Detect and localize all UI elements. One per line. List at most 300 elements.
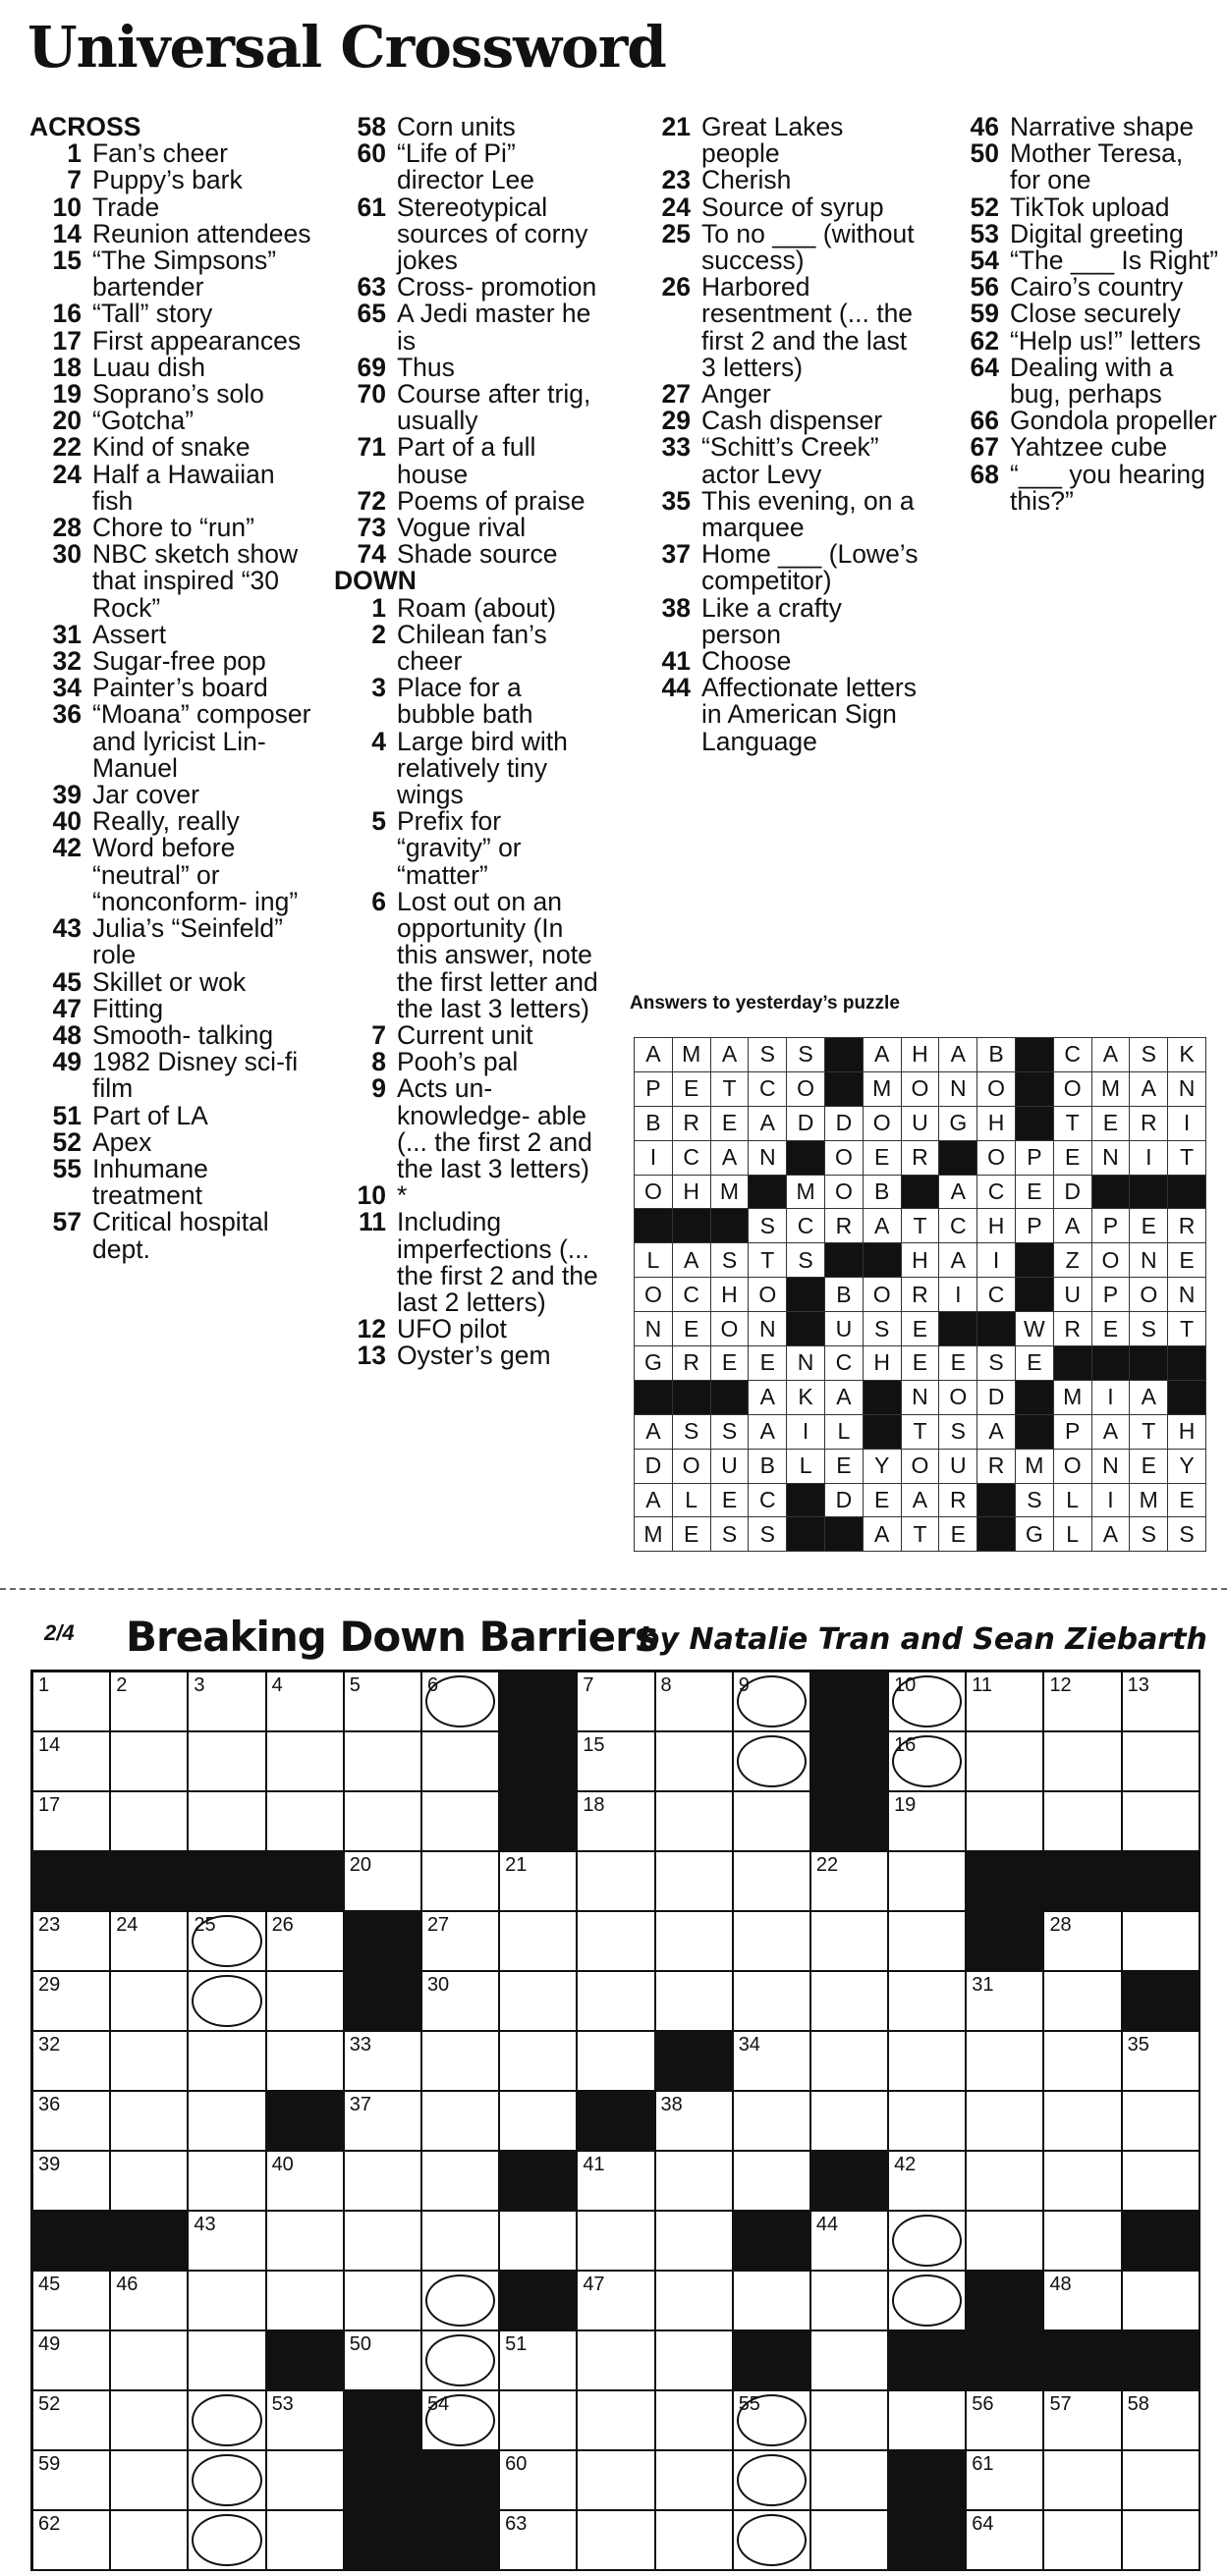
cell-number: 58 (1127, 2393, 1149, 2415)
cell-number: 8 (660, 1674, 672, 1696)
grid-cell[interactable] (1044, 1732, 1122, 1792)
grid-cell[interactable] (33, 1912, 111, 1972)
grid-cell[interactable] (656, 1792, 734, 1852)
answer-letter-cell: A (977, 1415, 1016, 1450)
grid-cell[interactable] (1123, 1672, 1200, 1732)
answer-letter-cell: E (1168, 1243, 1206, 1278)
grid-cell[interactable] (1044, 1972, 1122, 2032)
grid-cell[interactable] (656, 2331, 734, 2391)
grid-cell[interactable] (111, 2092, 189, 2152)
grid-cell[interactable] (656, 1912, 734, 1972)
grid-cell[interactable] (33, 2331, 111, 2391)
clue-text: UFO pilot (397, 1314, 507, 1344)
grid-cell[interactable] (267, 1912, 345, 1972)
grid-cell[interactable] (345, 2092, 422, 2152)
cell-number: 56 (972, 2393, 994, 2415)
grid-cell[interactable] (656, 1672, 734, 1732)
grid-cell[interactable] (734, 2032, 811, 2092)
answer-letter-cell: B (825, 1278, 864, 1312)
grid-cell[interactable] (578, 1672, 655, 1732)
grid-cell[interactable] (1044, 1672, 1122, 1732)
answer-letter-cell: N (1130, 1243, 1168, 1278)
grid-cell[interactable] (1123, 1912, 1200, 1972)
cell-circle-icon (192, 1975, 261, 2027)
grid-cell[interactable] (811, 1912, 889, 1972)
answer-block-cell (864, 1381, 902, 1415)
grid-cell[interactable] (33, 1732, 111, 1792)
grid-cell[interactable] (811, 2272, 889, 2331)
grid-cell[interactable] (967, 2152, 1044, 2212)
grid-cell[interactable] (267, 1792, 345, 1852)
grid-cell[interactable] (189, 1912, 266, 1972)
answer-letter-cell: O (1054, 1072, 1092, 1107)
down-clue-list (332, 592, 602, 1371)
grid-cell[interactable] (811, 2331, 889, 2391)
grid-block-cell (33, 1852, 111, 1912)
cell-number: 3 (194, 1674, 205, 1696)
cell-number: 5 (349, 1674, 361, 1696)
grid-cell[interactable] (189, 2272, 266, 2331)
answer-letter-cell: S (1130, 1038, 1168, 1072)
clue-item (637, 194, 921, 221)
clue-item (637, 114, 921, 167)
grid-cell[interactable] (889, 1972, 967, 2032)
grid-cell[interactable] (578, 2331, 655, 2391)
grid-cell[interactable] (889, 2272, 967, 2331)
grid-cell[interactable] (267, 2152, 345, 2212)
grid-block-cell (889, 2511, 967, 2571)
grid-cell[interactable] (500, 1852, 578, 1912)
grid-cell[interactable] (889, 1792, 967, 1852)
clue-text: Fan’s cheer (92, 138, 228, 169)
grid-cell[interactable] (111, 2032, 189, 2092)
answer-letter-cell: W (1016, 1312, 1054, 1346)
grid-cell[interactable] (422, 2272, 500, 2331)
grid-cell[interactable] (811, 2511, 889, 2571)
grid-block-cell (267, 2092, 345, 2152)
grid-cell[interactable] (500, 2032, 578, 2092)
grid-cell[interactable] (189, 1972, 266, 2032)
grid-cell[interactable] (1044, 2451, 1122, 2511)
grid-cell[interactable] (422, 1852, 500, 1912)
clue-item (945, 140, 1220, 193)
grid-cell[interactable] (422, 2092, 500, 2152)
grid-cell[interactable] (656, 1732, 734, 1792)
grid-cell[interactable] (967, 1732, 1044, 1792)
answer-letter-cell: R (1054, 1312, 1092, 1346)
grid-cell[interactable] (345, 1672, 422, 1732)
grid-block-cell (111, 1852, 189, 1912)
grid-cell[interactable] (111, 1972, 189, 2032)
answer-block-cell (787, 1141, 825, 1176)
clue-text: Anger (701, 379, 771, 410)
cell-number: 57 (1049, 2393, 1072, 2415)
grid-cell[interactable] (33, 1672, 111, 1732)
clue-number: 48 (52, 1019, 82, 1050)
grid-cell[interactable] (500, 2391, 578, 2451)
answer-letter-cell: I (1092, 1484, 1131, 1518)
clue-number: 74 (357, 539, 386, 570)
grid-cell[interactable] (189, 1672, 266, 1732)
clue-text: Word before “neutral” or “nonconform- ing” (92, 833, 299, 916)
grid-cell[interactable] (111, 1732, 189, 1792)
grid-cell[interactable] (1044, 1792, 1122, 1852)
grid-cell[interactable] (345, 2152, 422, 2212)
grid-cell[interactable] (267, 2272, 345, 2331)
grid-cell[interactable] (267, 2032, 345, 2092)
grid-cell[interactable] (267, 1672, 345, 1732)
cell-number: 7 (583, 1674, 594, 1696)
answer-letter-cell: A (1092, 1415, 1131, 1450)
grid-cell[interactable] (811, 2451, 889, 2511)
answer-letter-cell: C (673, 1141, 711, 1176)
grid-cell[interactable] (578, 2152, 655, 2212)
clue-text: Source of syrup (701, 192, 884, 222)
grid-cell[interactable] (500, 2212, 578, 2272)
grid-cell[interactable] (500, 1972, 578, 2032)
grid-cell[interactable] (345, 2212, 422, 2272)
grid-cell[interactable] (967, 2212, 1044, 2272)
grid-cell[interactable] (578, 1732, 655, 1792)
grid-cell[interactable] (189, 2511, 266, 2571)
grid-cell[interactable] (656, 1852, 734, 1912)
grid-cell[interactable] (422, 2032, 500, 2092)
answer-letter-cell: S (939, 1415, 977, 1450)
grid-cell[interactable] (578, 2272, 655, 2331)
grid-cell[interactable] (967, 2092, 1044, 2152)
grid-cell[interactable] (345, 1852, 422, 1912)
answer-letter-cell: O (749, 1278, 787, 1312)
grid-cell[interactable] (189, 2212, 266, 2272)
answer-letter-cell: Z (1054, 1243, 1092, 1278)
grid-cell[interactable] (267, 2391, 345, 2451)
grid-cell[interactable] (111, 1912, 189, 1972)
grid-cell[interactable] (267, 2451, 345, 2511)
grid-cell[interactable] (1044, 2092, 1122, 2152)
answer-letter-cell: T (1168, 1141, 1206, 1176)
clue-text: Part of a full house (397, 432, 536, 489)
grid-cell[interactable] (422, 1792, 500, 1852)
grid-cell[interactable] (811, 1852, 889, 1912)
grid-cell[interactable] (189, 1792, 266, 1852)
grid-cell[interactable] (267, 1732, 345, 1792)
clue-number: 10 (357, 1180, 386, 1211)
grid-cell[interactable] (967, 1792, 1044, 1852)
clue-text: Chore to “run” (92, 513, 254, 543)
grid-cell[interactable] (734, 1912, 811, 1972)
clue-text: Painter’s board (92, 673, 268, 703)
grid-cell[interactable] (1123, 2451, 1200, 2511)
grid-cell[interactable] (1044, 2212, 1122, 2272)
grid-cell[interactable] (33, 2092, 111, 2152)
grid-cell[interactable] (1123, 2032, 1200, 2092)
clue-number: 9 (371, 1073, 386, 1104)
answer-letter-cell: N (902, 1381, 940, 1415)
grid-block-cell (500, 1672, 578, 1732)
answer-letter-cell: R (673, 1346, 711, 1381)
grid-cell[interactable] (1123, 2092, 1200, 2152)
grid-cell[interactable] (578, 1852, 655, 1912)
clue-item (28, 1209, 312, 1262)
grid-cell[interactable] (1123, 2511, 1200, 2571)
answer-letter-cell: I (1130, 1141, 1168, 1176)
grid-cell[interactable] (734, 2451, 811, 2511)
clue-number: 63 (357, 272, 386, 302)
grid-cell[interactable] (500, 1912, 578, 1972)
cell-number: 35 (1127, 2034, 1149, 2055)
grid-cell[interactable] (1044, 1912, 1122, 1972)
grid-cell[interactable] (1123, 1792, 1200, 1852)
grid-cell[interactable] (967, 1672, 1044, 1732)
puzzle-byline: by Natalie Tran and Sean Ziebarth (639, 1622, 1207, 1657)
grid-cell[interactable] (578, 2451, 655, 2511)
grid-cell[interactable] (111, 2331, 189, 2391)
answer-letter-cell: I (1168, 1107, 1206, 1141)
clue-text: This evening, on a marquee (701, 485, 915, 543)
grid-cell[interactable] (1123, 2152, 1200, 2212)
grid-cell[interactable] (422, 1972, 500, 2032)
answer-letter-cell: D (977, 1381, 1016, 1415)
grid-cell[interactable] (33, 1792, 111, 1852)
page-title: Universal Crossword (28, 14, 666, 81)
answer-letter-cell: H (902, 1038, 940, 1072)
grid-cell[interactable] (422, 2212, 500, 2272)
grid-cell[interactable] (267, 2212, 345, 2272)
grid-cell[interactable] (33, 2032, 111, 2092)
grid-cell[interactable] (889, 2092, 967, 2152)
answer-letter-cell: H (902, 1243, 940, 1278)
grid-cell[interactable] (500, 2092, 578, 2152)
grid-cell[interactable] (967, 2511, 1044, 2571)
grid-cell[interactable] (500, 2511, 578, 2571)
grid-cell[interactable] (889, 2391, 967, 2451)
grid-cell[interactable] (578, 2212, 655, 2272)
answer-letter-cell: O (864, 1278, 902, 1312)
grid-block-cell (111, 2212, 189, 2272)
grid-block-cell (811, 1732, 889, 1792)
grid-cell[interactable] (967, 2451, 1044, 2511)
cell-number: 37 (349, 2094, 371, 2115)
grid-cell[interactable] (578, 1972, 655, 2032)
grid-cell[interactable] (33, 2511, 111, 2571)
clue-text: Shade source (397, 539, 558, 570)
grid-block-cell (1044, 1852, 1122, 1912)
clue-item (28, 140, 312, 167)
grid-cell[interactable] (111, 2391, 189, 2451)
clue-text: Prefix for “gravity” or “matter” (397, 806, 522, 890)
clue-number: 60 (357, 138, 386, 169)
grid-cell[interactable] (422, 2391, 500, 2451)
grid-cell[interactable] (1044, 2391, 1122, 2451)
grid-cell[interactable] (656, 2451, 734, 2511)
grid-cell[interactable] (33, 1972, 111, 2032)
cell-number: 50 (349, 2333, 371, 2355)
grid-cell[interactable] (111, 1672, 189, 1732)
grid-cell[interactable] (33, 2451, 111, 2511)
grid-cell[interactable] (656, 1972, 734, 2032)
grid-cell[interactable] (267, 1972, 345, 2032)
grid-cell[interactable] (889, 1852, 967, 1912)
clue-item (28, 993, 312, 1023)
grid-cell[interactable] (267, 2511, 345, 2571)
clue-item (332, 1209, 602, 1316)
answer-block-cell (939, 1141, 977, 1176)
grid-cell[interactable] (656, 2212, 734, 2272)
answer-letter-cell: A (902, 1484, 940, 1518)
cell-number: 6 (426, 1674, 439, 1696)
clue-item (28, 782, 312, 808)
clue-number: 16 (52, 299, 82, 329)
clue-number: 24 (661, 192, 691, 222)
grid-cell[interactable] (811, 2032, 889, 2092)
grid-cell[interactable] (734, 1672, 811, 1732)
grid-cell[interactable] (111, 2511, 189, 2571)
grid-cell[interactable] (345, 1792, 422, 1852)
grid-cell[interactable] (189, 2391, 266, 2451)
clue-number: 14 (52, 218, 82, 248)
grid-cell[interactable] (422, 1912, 500, 1972)
clue-item (28, 218, 312, 248)
clue-item (945, 434, 1220, 461)
clue-number: 39 (52, 780, 82, 810)
grid-block-cell (734, 2331, 811, 2391)
grid-cell[interactable] (967, 2032, 1044, 2092)
grid-cell[interactable] (656, 2272, 734, 2331)
clue-text: Lost out on an opportunity (In this answer, note the first letter and the last 3 letters) (397, 886, 598, 1023)
grid-cell[interactable] (189, 2032, 266, 2092)
grid-cell[interactable] (33, 2272, 111, 2331)
grid-cell[interactable] (734, 2092, 811, 2152)
clue-item (332, 1182, 602, 1209)
answer-letter-cell: A (1130, 1381, 1168, 1415)
grid-cell[interactable] (967, 1972, 1044, 2032)
grid-cell[interactable] (656, 2511, 734, 2571)
answer-letter-cell: C (673, 1278, 711, 1312)
grid-cell[interactable] (578, 2511, 655, 2571)
grid-cell[interactable] (734, 2152, 811, 2212)
grid-cell[interactable] (811, 2391, 889, 2451)
grid-cell[interactable] (111, 2152, 189, 2212)
clue-item (637, 675, 921, 755)
grid-cell[interactable] (734, 1972, 811, 2032)
grid-cell[interactable] (345, 2272, 422, 2331)
answer-letter-cell: C (787, 1209, 825, 1243)
grid-cell[interactable] (889, 1732, 967, 1792)
clue-number: 1 (67, 138, 82, 169)
grid-cell[interactable] (578, 2032, 655, 2092)
grid-cell[interactable] (656, 2152, 734, 2212)
grid-cell[interactable] (734, 2511, 811, 2571)
grid-cell[interactable] (1044, 2032, 1122, 2092)
grid-cell[interactable] (1044, 2272, 1122, 2331)
grid-cell[interactable] (734, 1792, 811, 1852)
grid-cell[interactable] (889, 2152, 967, 2212)
grid-cell[interactable] (500, 2451, 578, 2511)
grid-cell[interactable] (578, 1912, 655, 1972)
grid-cell[interactable] (889, 2032, 967, 2092)
grid-cell[interactable] (656, 2391, 734, 2451)
grid-cell[interactable] (189, 2152, 266, 2212)
grid-cell[interactable] (345, 2032, 422, 2092)
grid-cell[interactable] (1123, 2391, 1200, 2451)
grid-cell[interactable] (889, 1672, 967, 1732)
grid-cell[interactable] (422, 1732, 500, 1792)
grid-cell[interactable] (111, 2451, 189, 2511)
grid-cell[interactable] (1044, 2511, 1122, 2571)
grid-cell[interactable] (111, 1792, 189, 1852)
grid-cell[interactable] (811, 2212, 889, 2272)
clue-item (332, 352, 602, 382)
grid-block-cell (189, 1852, 266, 1912)
grid-cell[interactable] (811, 1972, 889, 2032)
grid-cell[interactable] (189, 1732, 266, 1792)
grid-cell[interactable] (189, 2331, 266, 2391)
answer-letter-cell: E (1016, 1346, 1054, 1381)
clue-number: 42 (52, 833, 82, 863)
grid-cell[interactable] (889, 1912, 967, 1972)
clue-number: 52 (52, 1126, 82, 1157)
grid-cell[interactable] (189, 2092, 266, 2152)
cell-number: 60 (505, 2453, 528, 2475)
puzzle-date: 2/4 (44, 1620, 75, 1645)
cell-number: 15 (583, 1734, 605, 1756)
answer-letter-cell: T (902, 1415, 940, 1450)
grid-cell[interactable] (1123, 2272, 1200, 2331)
grid-cell[interactable] (33, 2391, 111, 2451)
grid-cell[interactable] (734, 2272, 811, 2331)
grid-cell[interactable] (578, 2391, 655, 2451)
answer-letter-cell: R (902, 1141, 940, 1176)
grid-cell[interactable] (734, 1732, 811, 1792)
clue-text: Assert (92, 619, 167, 649)
clue-text: Like a crafty person (701, 592, 842, 649)
answer-letter-cell: O (1054, 1450, 1092, 1484)
grid-cell[interactable] (734, 2391, 811, 2451)
answer-letter-cell: E (711, 1107, 750, 1141)
grid-block-cell (967, 1912, 1044, 1972)
grid-block-cell (656, 2032, 734, 2092)
grid-cell[interactable] (578, 1792, 655, 1852)
answer-letter-cell: A (939, 1176, 977, 1210)
answer-block-cell (1016, 1381, 1054, 1415)
answer-block-cell (977, 1484, 1016, 1518)
grid-cell[interactable] (111, 2272, 189, 2331)
clue-text: Home ___ (Lowe’s competitor) (701, 539, 919, 596)
grid-cell[interactable] (967, 2391, 1044, 2451)
clue-text: Pooh’s pal (397, 1047, 519, 1077)
grid-cell[interactable] (656, 2092, 734, 2152)
grid-cell[interactable] (422, 1672, 500, 1732)
grid-cell[interactable] (734, 1852, 811, 1912)
grid-cell[interactable] (889, 2212, 967, 2272)
grid-cell[interactable] (422, 2331, 500, 2391)
clue-text: “Tall” story (92, 299, 213, 329)
grid-cell[interactable] (189, 2451, 266, 2511)
grid-cell[interactable] (345, 2331, 422, 2391)
grid-cell[interactable] (422, 2152, 500, 2212)
grid-cell[interactable] (1123, 1732, 1200, 1792)
clue-number: 46 (970, 112, 999, 141)
grid-cell[interactable] (345, 1732, 422, 1792)
answer-letter-cell: D (825, 1107, 864, 1141)
grid-cell[interactable] (811, 2092, 889, 2152)
answer-letter-cell: S (1168, 1517, 1206, 1552)
grid-cell[interactable] (500, 2331, 578, 2391)
grid-cell[interactable] (33, 2152, 111, 2212)
grid-cell[interactable] (1044, 2152, 1122, 2212)
clue-number: 64 (970, 352, 999, 382)
crossword-grid (30, 1670, 1200, 2571)
